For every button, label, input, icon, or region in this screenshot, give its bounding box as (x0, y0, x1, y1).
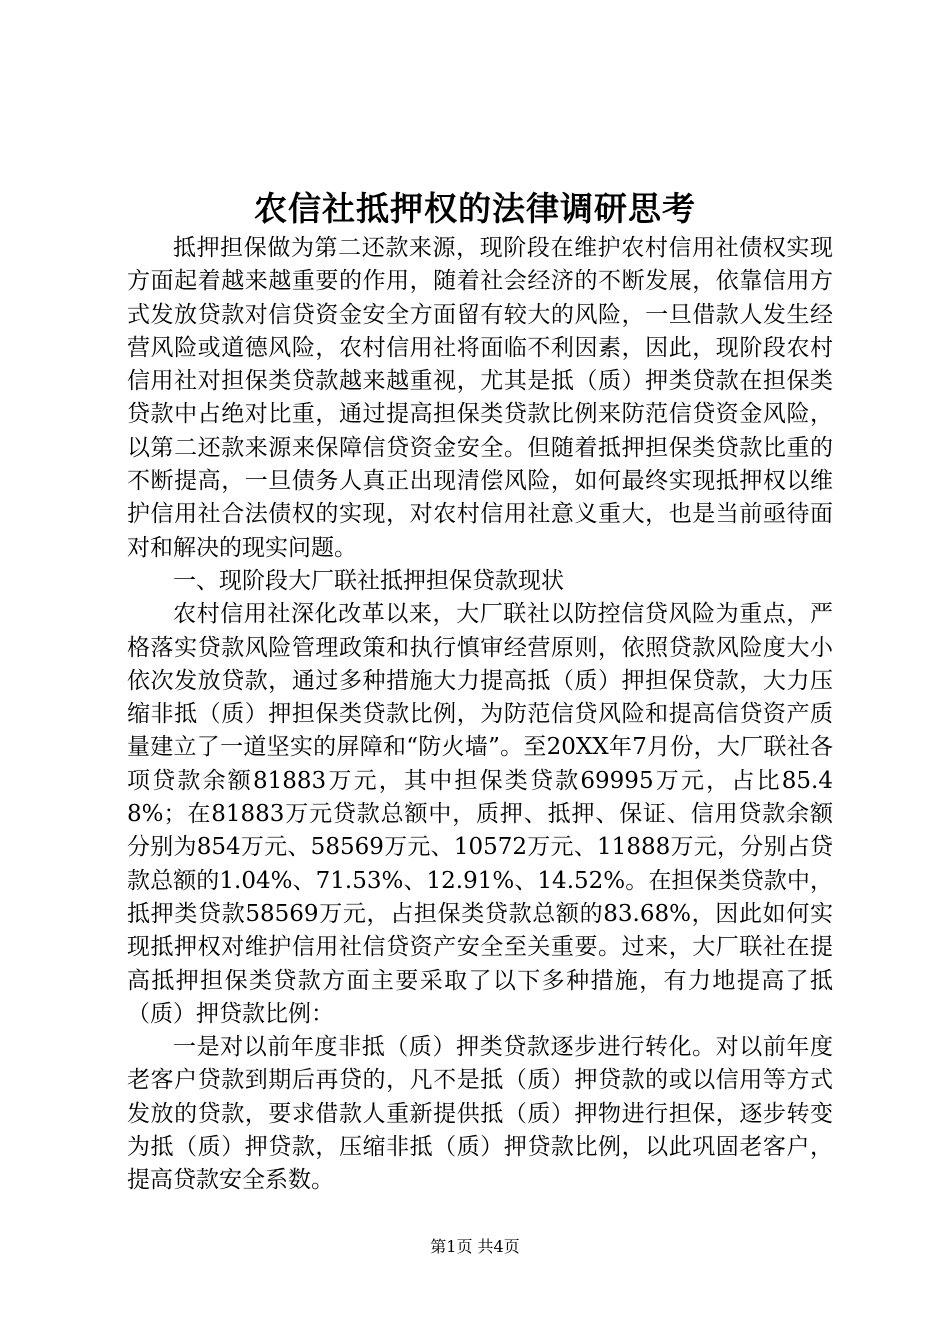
document-body (127, 232, 833, 1198)
document-title: 农信社抵押权的法律调研思考 (254, 189, 696, 228)
intro-paragraph: 抵押担保做为第二还款来源，现阶段在维护农村信用社债权实现方面起着越来越重要的作用，随着社会经济的不断发展，依靠信用方式发放贷款对信贷资金安全方面留有较大的风险，一旦借款人发生经营风险或道德风险，农村信用社将面临不利因素，因此，现阶段农村信用社对担保类贷款越来越重视，尤其是抵（质）押类贷款在担保类贷款中占绝对比重，通过提高担保类贷款比例来防范信贷资金风险，以第二还款来源来保障信贷资金安全。但随着抵押担保类贷款比重的不断提高，一旦债务人真正出现清偿风险，如何最终实现抵押权以维护信用社合法债权的实现，对农村信用社意义重大，也是当前亟待面对和解决的现实问题。 (127, 235, 833, 561)
section-heading: 一、现阶段大厂联社抵押担保贷款现状 (173, 567, 564, 594)
page-footer: 第1页 共4页 (430, 1237, 520, 1256)
status-paragraph: 农村信用社深化改革以来，大厂联社以防控信贷风险为重点，严格落实贷款风险管理政策和执行慎审经营原则，依照贷款风险度大小依次发放贷款，通过多种措施大力提高抵（质）押担保贷款，大力压缩非抵（质）押担保类贷款比例，为防范信贷风险和提高信贷资产质量建立了一道坚实的屏障和“防火墙”。至20XX年7月份，大厂联社各项贷款余额81883万元，其中担保类贷款69995万元，占比85.48%；在81883万元贷款总额中，质押、抵押、保证、信用贷款余额分别为854万元、58569万元、10572万元、11888万元，分别占贷款总额的1.04%、71.53%、12.91%、14.52%。在担保类贷款中，抵押类贷款58569万元，占担保类贷款总额的83.68%，因此如何实现抵押权对维护信用社信贷资产安全至关重要。过来，大厂联社在提高抵押担保类贷款方面主要采取了以下多种措施，有力地提高了抵（质）押贷款比例： (127, 601, 833, 1027)
measure-paragraph: 一是对以前年度非抵（质）押类贷款逐步进行转化。对以前年度老客户贷款到期后再贷的，凡不是抵（质）押贷款的或以信用等方式发放的贷款，要求借款人重新提供抵（质）押物进行担保，逐步转变为抵（质）押贷款，压缩非抵（质）押贷款比例，以此巩固老客户，提高贷款安全系数。 (127, 1034, 833, 1194)
